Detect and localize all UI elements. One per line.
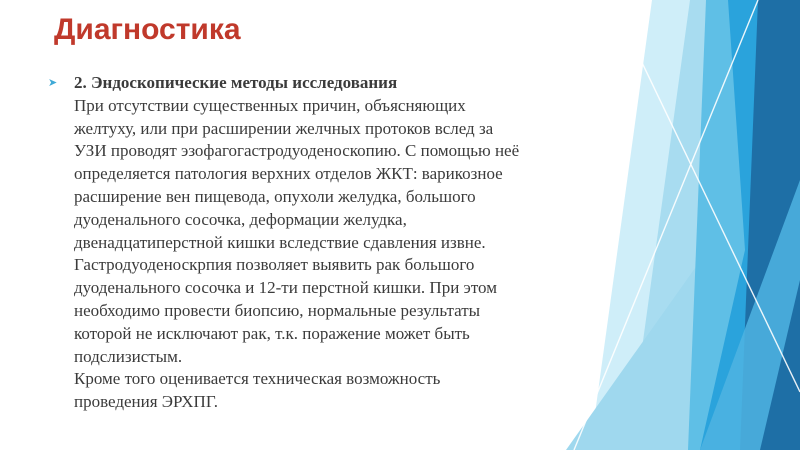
body-line: Гастродуоденоскрпия позволяет выявить рак большого (74, 255, 475, 275)
section-heading: 2. Эндоскопические методы исследования (74, 73, 398, 92)
body-line: определяется патология верхних отделов ЖКТ: варикозное (74, 164, 503, 184)
body-line: проведения ЭРХПГ. (74, 392, 218, 412)
body-line: УЗИ проводят эзофагогастродуоденоскопию. С помощью неё (74, 141, 520, 161)
body-line: расширение вен пищевода, опухоли желудка, большого (74, 186, 476, 206)
body-line: подслизистым. (74, 346, 183, 366)
body-line: дуоденального сосочка и 12-ти перстной кишки. При этом (74, 278, 497, 298)
slide-content (48, 72, 588, 414)
body-line: желтуху, или при расширении желчных протоков вслед за (74, 118, 494, 138)
body-line: Кроме того оценивается техническая возможность (74, 369, 441, 389)
body-line: При отсутствии существенных причин, объясняющих (74, 95, 466, 115)
body-text (74, 72, 588, 414)
arrow-bullet-icon: ➤ (48, 76, 58, 89)
body-line: дуоденального сосочка, деформации желудка, (74, 209, 407, 229)
body-line: двенадцатиперстной кишки вследствие сдавления извне. (74, 232, 486, 252)
body-line: которой не исключают рак, т.к. поражение может быть (74, 323, 470, 343)
body-line: необходимо провести биопсию, нормальные результаты (74, 300, 481, 320)
slide-title: Диагностика (54, 13, 241, 46)
